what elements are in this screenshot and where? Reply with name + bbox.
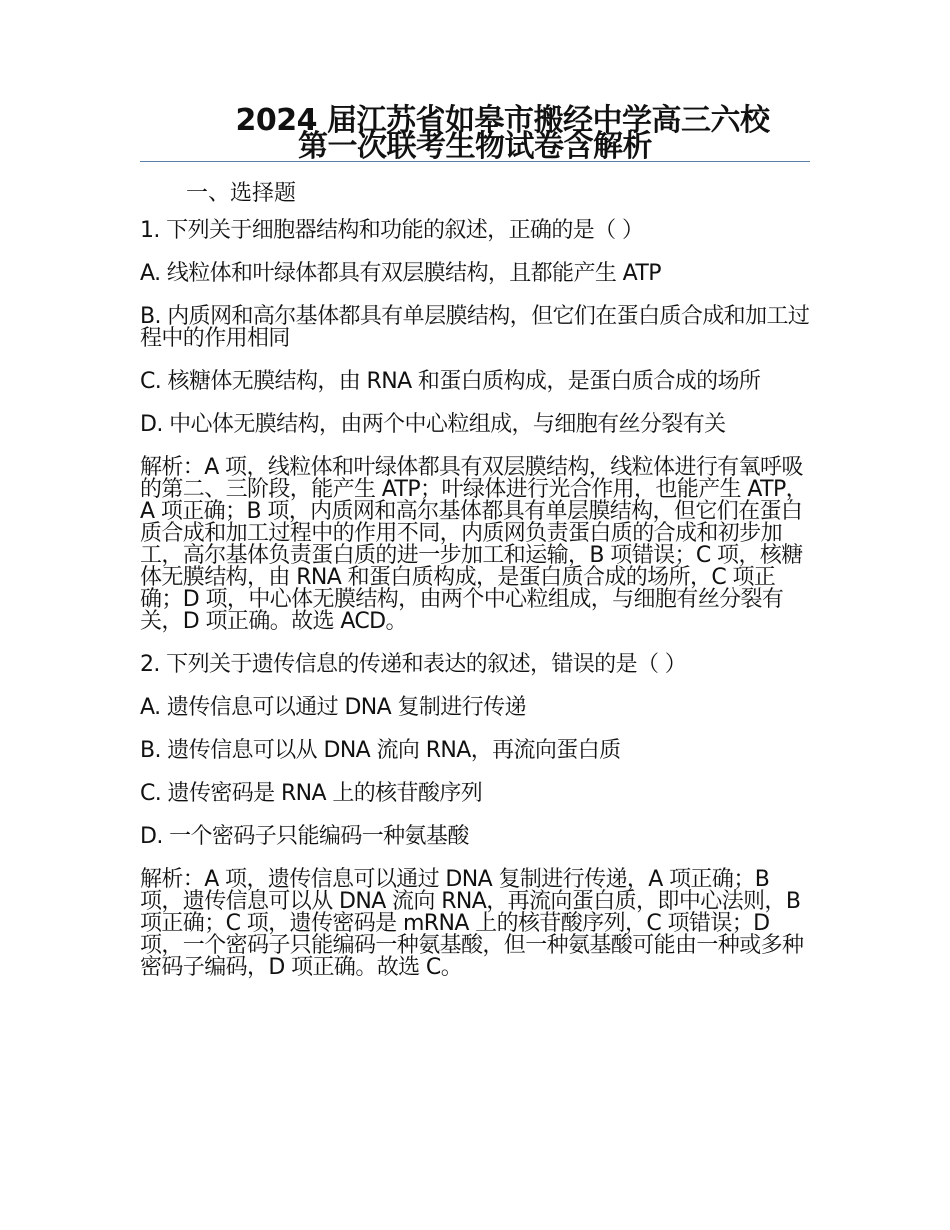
- document-body: [140, 178, 812, 1000]
- option-c: C. 核糖体无膜结构，由 RNA 和蛋白质构成，是蛋白质合成的场所: [140, 369, 761, 394]
- option-c: C. 遗传密码是 RNA 上的核苷酸序列: [140, 781, 483, 806]
- question-stem: 1. 下列关于细胞器结构和功能的叙述，正确的是（ ）: [140, 218, 644, 243]
- title-divider: [140, 161, 810, 162]
- question-analysis: 解析：A 项，遗传信息可以通过 DNA 复制进行传递，A 项正确；B 项，遗传信息可以从 DNA 流向 RNA，再流向蛋白质，即中心法则，B 项正确；C 项，遗传密码是 mRNA 上的核苷酸序列，C 项错误；D 项，一个密码子只能编码一种氨基酸，但一种氨基酸可能由一种或多种密码子编码，D 项正确。故选 C。: [140, 867, 804, 980]
- option-d: D. 中心体无膜结构，由两个中心粒组成，与细胞有丝分裂有关: [140, 412, 726, 437]
- question-stem: 2. 下列关于遗传信息的传递和表达的叙述，错误的是（ ）: [140, 652, 687, 677]
- document-title: [140, 103, 810, 164]
- question-1: [140, 220, 812, 633]
- question-analysis: 解析：A 项，线粒体和叶绿体都具有双层膜结构，线粒体进行有氧呼吸的第二、三阶段，能产生 ATP；叶绿体进行光合作用，也能产生 ATP，A 项正确；B 项，内质网和高尔基体都具有单层膜结构，但它们在蛋白质合成和加工过程中的作用不同，内质网负责蛋白质的合成和初步加工，高尔基体负责蛋白质的进一步加工和运输，B 项错误；C 项，核糖体无膜结构，由 RNA 和蛋白质构成，是蛋白质合成的场所，C 项正确；D 项，中心体无膜结构，由两个中心粒组成，与细胞有丝分裂有关，D 项正确。故选 ACD。: [140, 455, 808, 634]
- title-line-2: 第一次联考生物试卷含解析: [298, 129, 652, 164]
- section-heading: 一、选择题: [186, 181, 297, 206]
- title-line-1: 2024 届江苏省如皋市搬经中学高三六校: [235, 103, 770, 138]
- option-b: B. 内质网和高尔基体都具有单层膜结构，但它们在蛋白质合成和加工过程中的作用相同: [140, 304, 810, 351]
- option-b: B. 遗传信息可以从 DNA 流向 RNA，再流向蛋白质: [140, 738, 621, 763]
- option-d: D. 一个密码子只能编码一种氨基酸: [140, 824, 469, 849]
- option-a: A. 遗传信息可以通过 DNA 复制进行传递: [140, 695, 526, 720]
- option-a: A. 线粒体和叶绿体都具有双层膜结构，且都能产生 ATP: [140, 261, 661, 286]
- question-2: [140, 654, 812, 979]
